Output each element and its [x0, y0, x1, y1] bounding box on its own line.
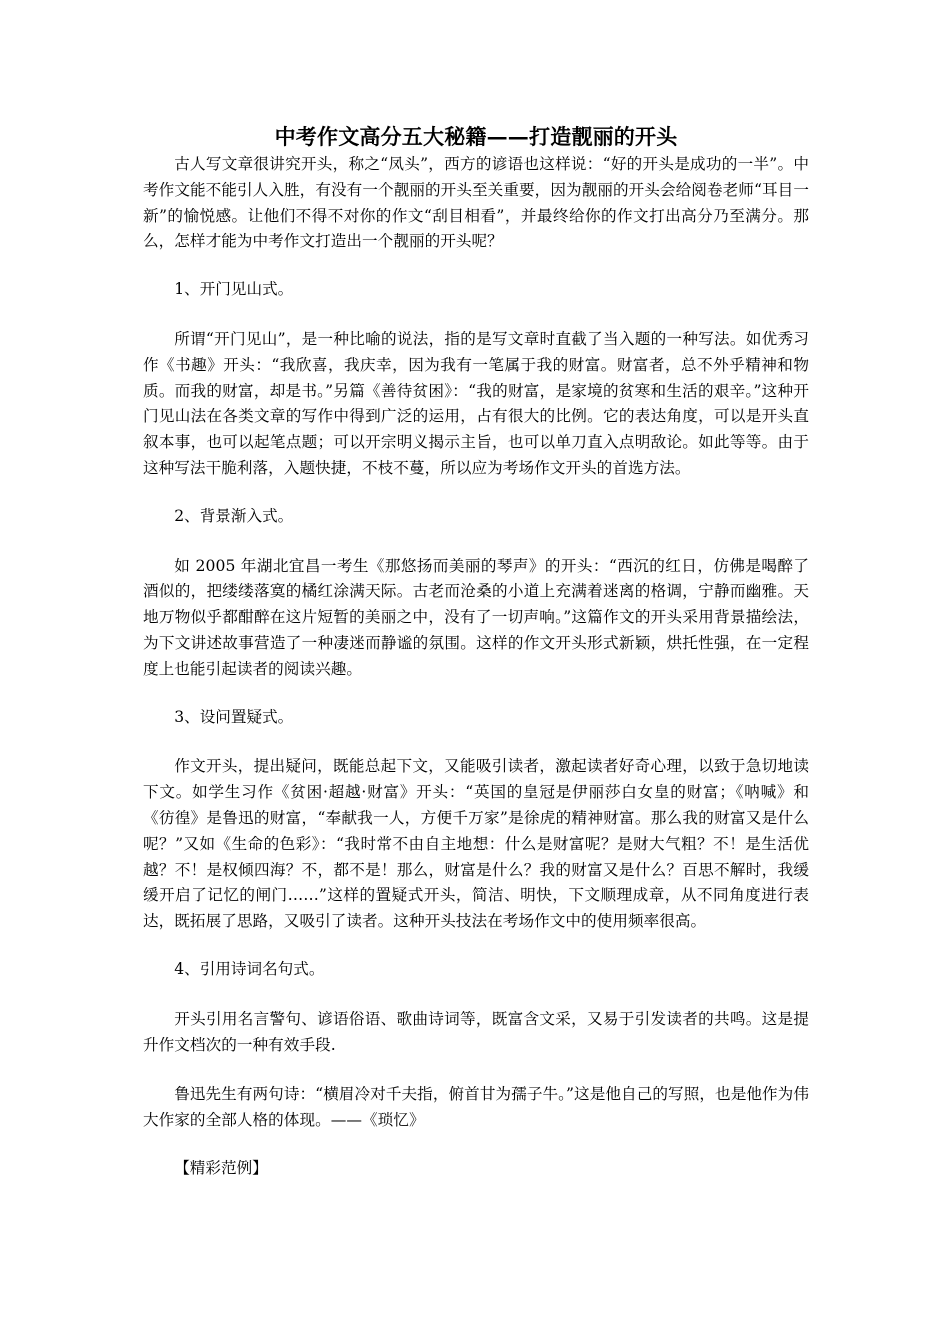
- section-heading-3: 3、设问置疑式。: [174, 707, 294, 726]
- document-body: [143, 122, 809, 1182]
- section-4-paragraph-1: 开头引用名言警句、谚语俗语、歌曲诗词等，既富含文采，又易于引发读者的共鸣。这是提升作文档次的一种有效手段.: [143, 1009, 809, 1054]
- section-heading-4: 4、引用诗词名句式。: [174, 959, 325, 978]
- section-1-paragraph: 所谓“开门见山”，是一种比喻的说法，指的是写文章时直截了当入题的一种写法。如优秀习作《书趣》开头：“我欣喜，我庆幸，因为我有一笔属于我的财富。财富者，总不外乎精神和物质。而我的财富，却是书。”另篇《善待贫困》：“我的财富，是家境的贫寒和生活的艰辛。”这种开门见山法在各类文章的写作中得到广泛的运用，占有很大的比例。它的表达角度，可以是开头直叙本事，也可以起笔点题；可以开宗明义揭示主旨，也可以单刀直入点明敌论。如此等等。由于这种写法干脆利落，入题快捷，不枝不蔓，所以应为考场作文开头的首选方法。: [143, 329, 809, 477]
- intro-paragraph: 古人写文章很讲究开头，称之“凤头”，西方的谚语也这样说：“好的开头是成功的一半”。中考作文能不能引人入胜，有没有一个靓丽的开头至关重要，因为靓丽的开头会给阅卷老师“耳目一新”的愉悦感。让他们不得不对你的作文“刮目相看”，并最终给你的作文打出高分乃至满分。那么，怎样才能为中考作文打造出一个靓丽的开头呢？: [143, 155, 809, 251]
- section-2-paragraph: 如 2005 年湖北宜昌一考生《那悠扬而美丽的琴声》的开头：“西沉的红日，仿佛是喝醉了酒似的，把缕缕落寞的橘红涂满天际。古老而沧桑的小道上充满着迷离的格调，宁静而幽雅。天地万物似乎都酣醉在这片短暂的美丽之中，没有了一切声响。”这篇作文的开头采用背景描绘法，为下文讲述故事营造了一种凄迷而静谧的氛围。这样的作文开头形式新颖，烘托性强，在一定程度上也能引起读者的阅读兴趣。: [143, 556, 809, 678]
- section-4-paragraph-2: 鲁迅先生有两句诗：“横眉冷对千夫指，俯首甘为孺子牛。”这是他自己的写照，也是他作为伟大作家的全部人格的体现。——《琐忆》: [143, 1085, 809, 1130]
- section-3-paragraph: 作文开头，提出疑问，既能总起下文，又能吸引读者，激起读者好奇心理，以致于急切地读下文。如学生习作《贫困·超越·财富》开头：“英国的皇冠是伊丽莎白女皇的财富；《呐喊》和《彷徨》是鲁迅的财富，“奉献我一人，方便千万家”是徐虎的精神财富。那么我的财富又是什么呢？”又如《生命的色彩》：“我时常不由自主地想：什么是财富呢？是财大气粗？不！是生活优越？不！是权倾四海？不，都不是！那么，财富是什么？我的财富又是什么？百思不解时，我缓缓开启了记忆的闸门……”这样的置疑式开头，简洁、明快，下文顺理成章，从不同角度进行表达，既拓展了思路，又吸引了读者。这种开头技法在考场作文中的使用频率很高。: [143, 757, 809, 931]
- section-heading-2: 2、背景渐入式。: [174, 506, 294, 525]
- document-title: 中考作文高分五大秘籍——打造靓丽的开头: [274, 124, 678, 149]
- example-label: 【精彩范例】: [174, 1158, 268, 1177]
- section-heading-1: 1、开门见山式。: [174, 280, 294, 299]
